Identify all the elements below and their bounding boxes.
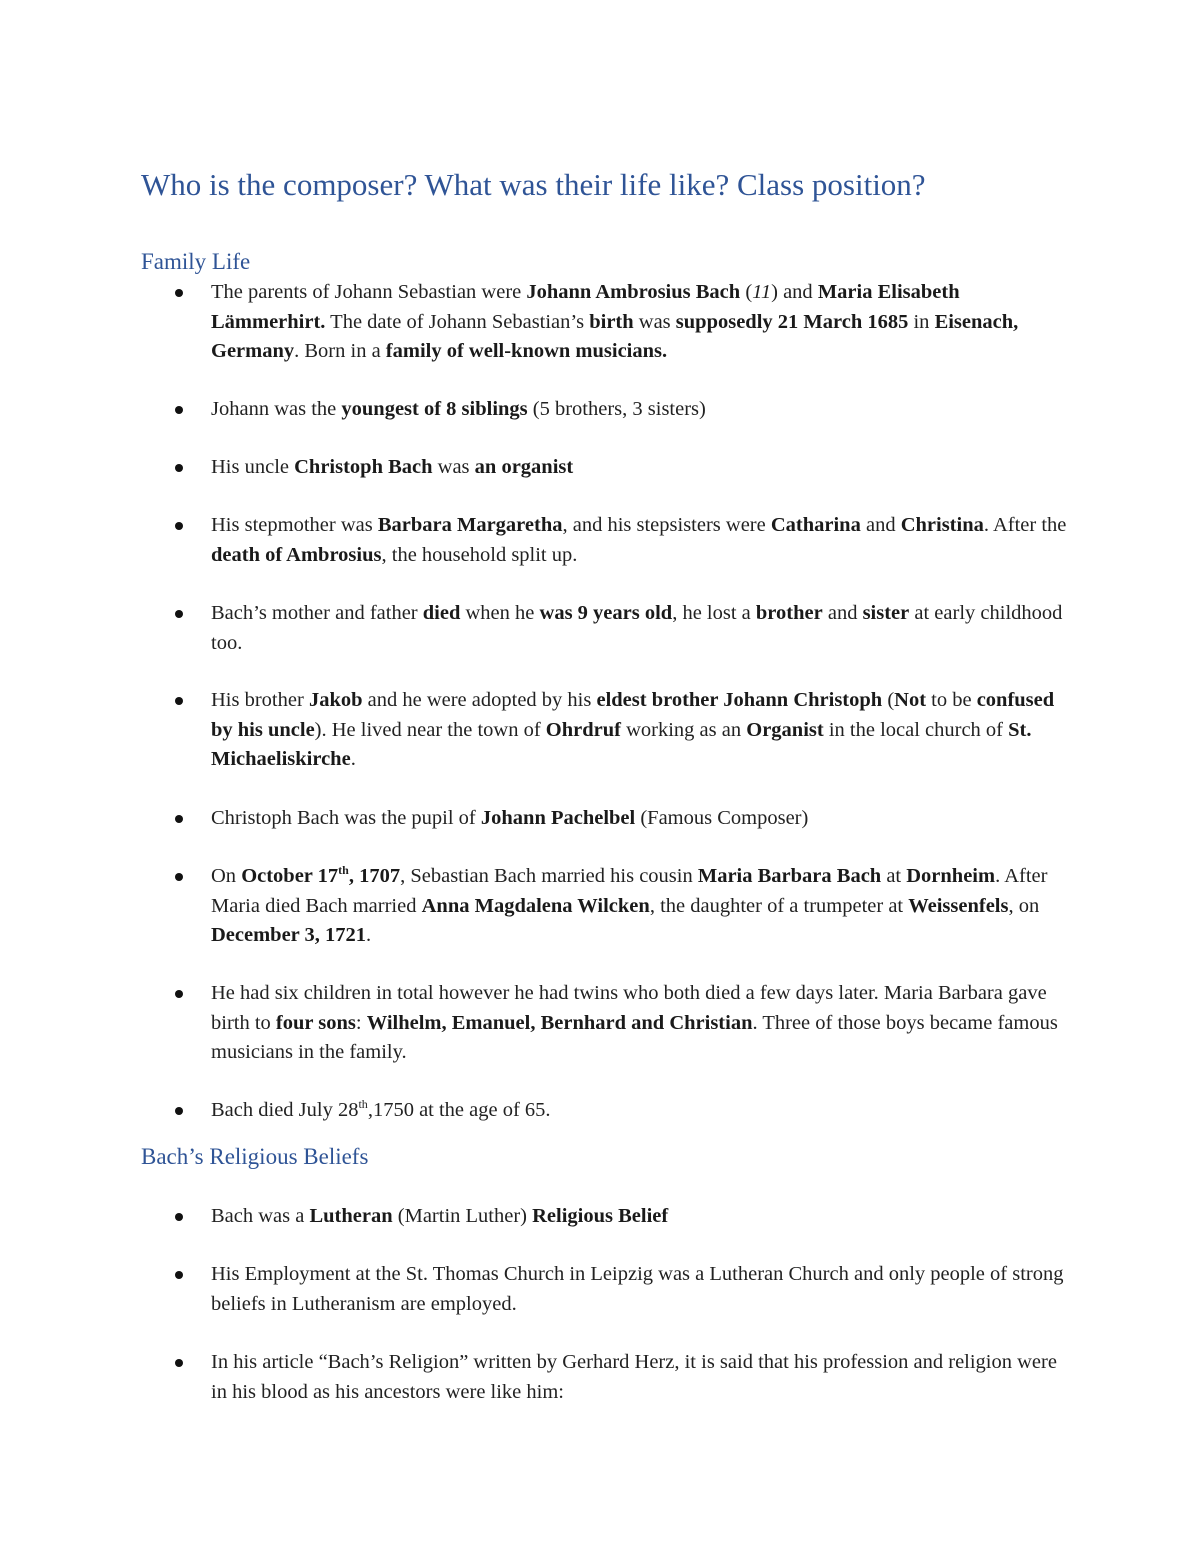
list-item xyxy=(211,599,1071,658)
text-run: Bach’s mother and father xyxy=(211,602,423,624)
text-run: th xyxy=(358,1097,368,1112)
list-item xyxy=(211,278,1071,367)
bold-text: Wilhelm, Emanuel, Bernhard and Christian xyxy=(366,1011,753,1034)
text-run: His brother xyxy=(211,689,309,711)
bold-text: Organist xyxy=(746,718,824,741)
text-run: , and his stepsisters were xyxy=(562,514,771,536)
text-run: ) and xyxy=(771,281,818,303)
text-run: Bach died July 28 xyxy=(211,1099,359,1121)
text-run: and xyxy=(860,514,901,536)
text-run: , Sebastian Bach married his cousin xyxy=(400,865,698,887)
text-run: , on xyxy=(1008,894,1040,917)
bold-text: an organist xyxy=(474,456,574,478)
bold-text: th xyxy=(338,863,349,878)
text-run: His uncle xyxy=(211,456,295,478)
text-run: ( xyxy=(882,689,895,711)
bold-text: was 9 years old xyxy=(539,602,673,624)
bold-text: Ohrdruf xyxy=(545,718,621,741)
page-title: Who is the composer? What was their life like? Class position? xyxy=(141,167,926,202)
text-run: . Three of those boys became famous musicians in the family. xyxy=(211,1011,1058,1063)
bold-text: , 1707 xyxy=(348,865,401,887)
bold-text: Lutheran xyxy=(309,1205,393,1227)
text-run: : xyxy=(355,1011,367,1034)
bullet-icon xyxy=(175,464,183,472)
text-run: was xyxy=(432,456,475,478)
bullet-icon xyxy=(175,406,183,414)
section-heading-family-life: Family Life xyxy=(141,249,251,274)
bullet-icon xyxy=(175,815,183,823)
bold-text: confused by his uncle xyxy=(211,689,1055,741)
text-run: , the household split up. xyxy=(381,543,578,566)
text-run: The date of Johann Sebastian’s xyxy=(325,310,590,333)
text-run: . Born in a xyxy=(294,340,386,362)
text-run: in the local church of xyxy=(823,718,1009,741)
bold-text: Barbara Margaretha xyxy=(377,514,563,536)
text-run: . After Maria died Bach married xyxy=(211,865,1048,917)
list-item xyxy=(211,511,1071,570)
bold-text: supposedly 21 March 1685 xyxy=(675,310,909,333)
list-item xyxy=(211,1202,1071,1232)
text-run: , he lost a xyxy=(672,602,756,624)
bold-text: Eisenach, Germany xyxy=(211,310,1019,362)
text-run: and xyxy=(822,602,863,624)
list-item xyxy=(211,1096,1071,1126)
text-run: Johann was the xyxy=(211,398,342,420)
list-item xyxy=(211,453,1071,483)
text-run: working as an xyxy=(620,718,747,741)
text-run: (Famous Composer) xyxy=(635,807,809,829)
list-item xyxy=(211,979,1071,1068)
bold-text: Jakob xyxy=(308,689,363,711)
text-run: (Martin Luther) xyxy=(392,1205,533,1227)
text-run: was xyxy=(633,310,676,333)
bold-text: Christoph Bach xyxy=(294,456,433,478)
bold-text: death of Ambrosius xyxy=(211,543,382,566)
text-run: when he xyxy=(460,602,540,624)
text-run: . After the xyxy=(983,514,1067,536)
bold-text: Johann Ambrosius Bach xyxy=(526,281,741,303)
text-run: His Employment at the St. Thomas Church in Leipzig was a Lutheran Church and only people of strong beliefs in Lutheranism are employed. xyxy=(211,1263,1064,1315)
bullet-icon xyxy=(175,697,183,705)
bullet-icon xyxy=(175,610,183,618)
text-run: (5 brothers, 3 sisters) xyxy=(527,398,706,420)
bold-text: Christina xyxy=(900,514,984,536)
bold-text: Religious Belief xyxy=(532,1205,669,1227)
bold-text: family of well-known musicians. xyxy=(385,340,668,362)
bullet-icon xyxy=(175,990,183,998)
list-item xyxy=(211,686,1071,775)
bold-text: youngest of 8 siblings xyxy=(341,398,528,420)
text-run: . xyxy=(350,748,356,770)
bold-text: eldest brother Johann Christoph xyxy=(596,689,883,711)
text-run: at xyxy=(881,865,907,887)
text-run: He had six children in total however he had twins who both died a few days later. Maria Barbara gave birth to xyxy=(211,982,1047,1034)
text-run: and he were adopted by his xyxy=(362,689,597,711)
bold-text: Johann Pachelbel xyxy=(480,807,636,829)
text-run: at early childhood too. xyxy=(211,602,1063,654)
bold-text: sister xyxy=(862,602,910,624)
bullet-icon xyxy=(175,1271,183,1279)
list-item xyxy=(211,804,1071,834)
bullet-icon xyxy=(175,289,183,297)
bold-text: birth xyxy=(589,310,634,333)
text-run: ). He lived near the town of xyxy=(314,718,546,741)
bold-text: Dornheim xyxy=(906,865,996,887)
bullet-icon xyxy=(175,1107,183,1115)
text-run: Bach was a xyxy=(211,1205,310,1227)
bold-text: died xyxy=(422,602,461,624)
bold-text: October 17 xyxy=(241,865,339,887)
bold-text: Weissenfels xyxy=(908,894,1009,917)
list-item xyxy=(211,862,1071,951)
bold-text: four sons xyxy=(275,1011,356,1034)
text-run: In his article “Bach’s Religion” written by Gerhard Herz, it is said that his profession and religion were in his blood as his ancestors were like him: xyxy=(211,1351,1057,1403)
list-item xyxy=(211,395,1071,425)
text-run: His stepmother was xyxy=(211,514,378,536)
bold-text: Catharina xyxy=(770,514,861,536)
bullet-icon xyxy=(175,1359,183,1367)
bold-text: brother xyxy=(755,602,823,624)
bold-text: Maria Barbara Bach xyxy=(697,865,882,887)
italic-text: 11 xyxy=(752,281,772,303)
text-run: . xyxy=(366,924,372,946)
bullet-icon xyxy=(175,522,183,530)
bold-text: Anna Magdalena Wilcken xyxy=(421,894,650,917)
list-item xyxy=(211,1348,1071,1407)
text-run: On xyxy=(211,865,242,887)
text-run: Christoph Bach was the pupil of xyxy=(211,807,481,829)
bullet-icon xyxy=(175,873,183,881)
text-run: ( xyxy=(740,281,753,303)
text-run: to be xyxy=(926,689,977,711)
text-run: ,1750 at the age of 65. xyxy=(367,1099,551,1121)
list-item xyxy=(211,1260,1071,1319)
text-run: in xyxy=(908,310,935,333)
text-run: , the daughter of a trumpeter at xyxy=(649,894,909,917)
bullet-icon xyxy=(175,1213,183,1221)
bold-text: December 3, 1721 xyxy=(211,924,367,946)
bold-text: St. Michaeliskirche xyxy=(211,718,1032,770)
text-run: The parents of Johann Sebastian were xyxy=(211,281,527,303)
section-heading-religious-beliefs: Bach’s Religious Beliefs xyxy=(141,1144,369,1169)
bold-text: Not xyxy=(894,689,927,711)
bold-text: Maria Elisabeth Lämmerhirt. xyxy=(211,281,960,333)
